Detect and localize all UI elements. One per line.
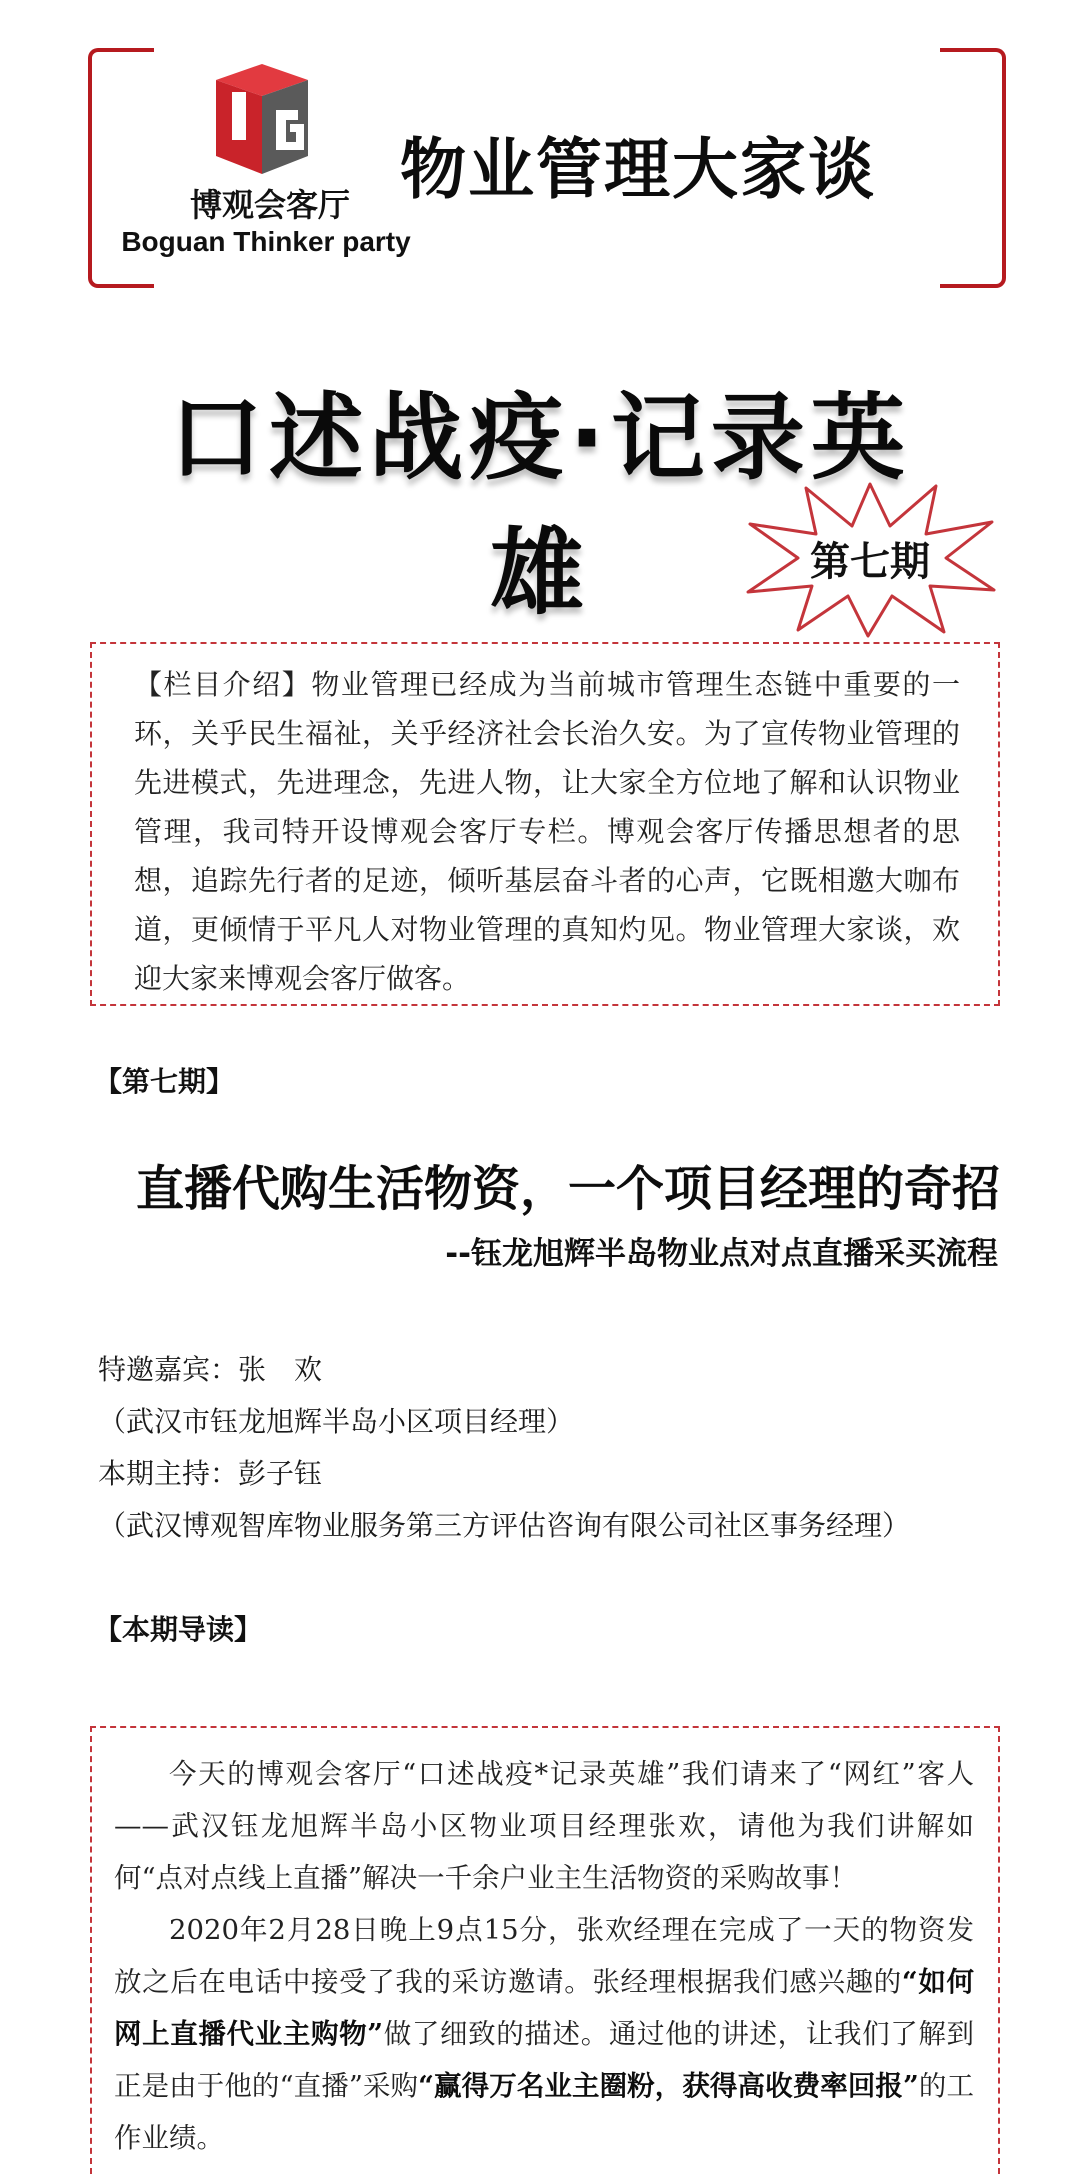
reading-p2-part-e: 的工作业绩。	[114, 2070, 975, 2154]
reading-paragraph-1: 今天的博观会客厅“口述战疫*记录英雄”我们请来了“网红”客人——武汉钰龙旭辉半岛小区物业项目经理张欢，请他为我们讲解如何“点对点线上直播”解决一千余户业主生活物资的采购故事！	[114, 1758, 974, 1894]
reading-p2-part-c: 做了细致的描述。通过他的讲述，让我们了解到正是由于他的“直播”采购	[114, 2018, 974, 2102]
issue-badge: 第七期	[810, 539, 930, 585]
host-label: 本期主持：	[98, 1457, 239, 1490]
reading-paragraph-2	[114, 1904, 974, 2164]
banner-title: 口述战疫·记录英雄	[169, 384, 911, 628]
guest-label: 特邀嘉宾：	[98, 1353, 239, 1386]
intro-text: 【栏目介绍】物业管理已经成为当前城市管理生态链中重要的一环，关乎民生福祉，关乎经济社会长治久安。为了宣传物业管理的先进模式，先进理念，先进人物，让大家全方位地了解和认识物业管理，我司特开设博观会客厅专栏。博观会客厅传播思想者的思想，追踪先行者的足迹，倾听基层奋斗者的心声，它既相邀大咖布道，更倾情于平凡人对物业管理的真知灼见。物业管理大家谈，欢迎大家来博观会客厅做客。	[134, 668, 960, 995]
issue-label: 【第七期】	[94, 1065, 235, 1098]
article-headline: 直播代购生活物资，一个项目经理的奇招	[135, 1161, 1000, 1217]
guest-line	[98, 1348, 322, 1388]
reading-text	[114, 1748, 974, 2164]
column-title: 物业管理大家谈	[400, 131, 876, 208]
reading-p2-emphasis-1: “如何网上直播代业主购物”	[114, 1966, 975, 2050]
reading-p2-part-a: 2020年2月28日晚上9点15分，张欢经理在完成了一天的物资发放之后在电话中接受了我的采访邀请。张经理根据我们感兴趣的	[114, 1914, 974, 1998]
reading-p2-emphasis-2: “赢得万名业主圈粉，获得高收费率回报”	[418, 2070, 919, 2102]
host-line	[98, 1452, 322, 1492]
boguan-logo-icon	[196, 62, 328, 182]
logo-chinese-name: 博观会客厅	[189, 186, 350, 224]
article-subheadline: --钰龙旭辉半岛物业点对点直播采买流程	[445, 1236, 998, 1272]
guest-name: 张 欢	[238, 1353, 323, 1386]
host-title: （武汉博观智库物业服务第三方评估咨询有限公司社区事务经理）	[98, 1509, 911, 1542]
logo-english-name: Boguan Thinker party	[121, 226, 411, 257]
reading-section-label: 【本期导读】	[94, 1613, 263, 1646]
guest-title: （武汉市钰龙旭辉半岛小区项目经理）	[98, 1405, 575, 1438]
host-name: 彭子钰	[238, 1457, 323, 1490]
